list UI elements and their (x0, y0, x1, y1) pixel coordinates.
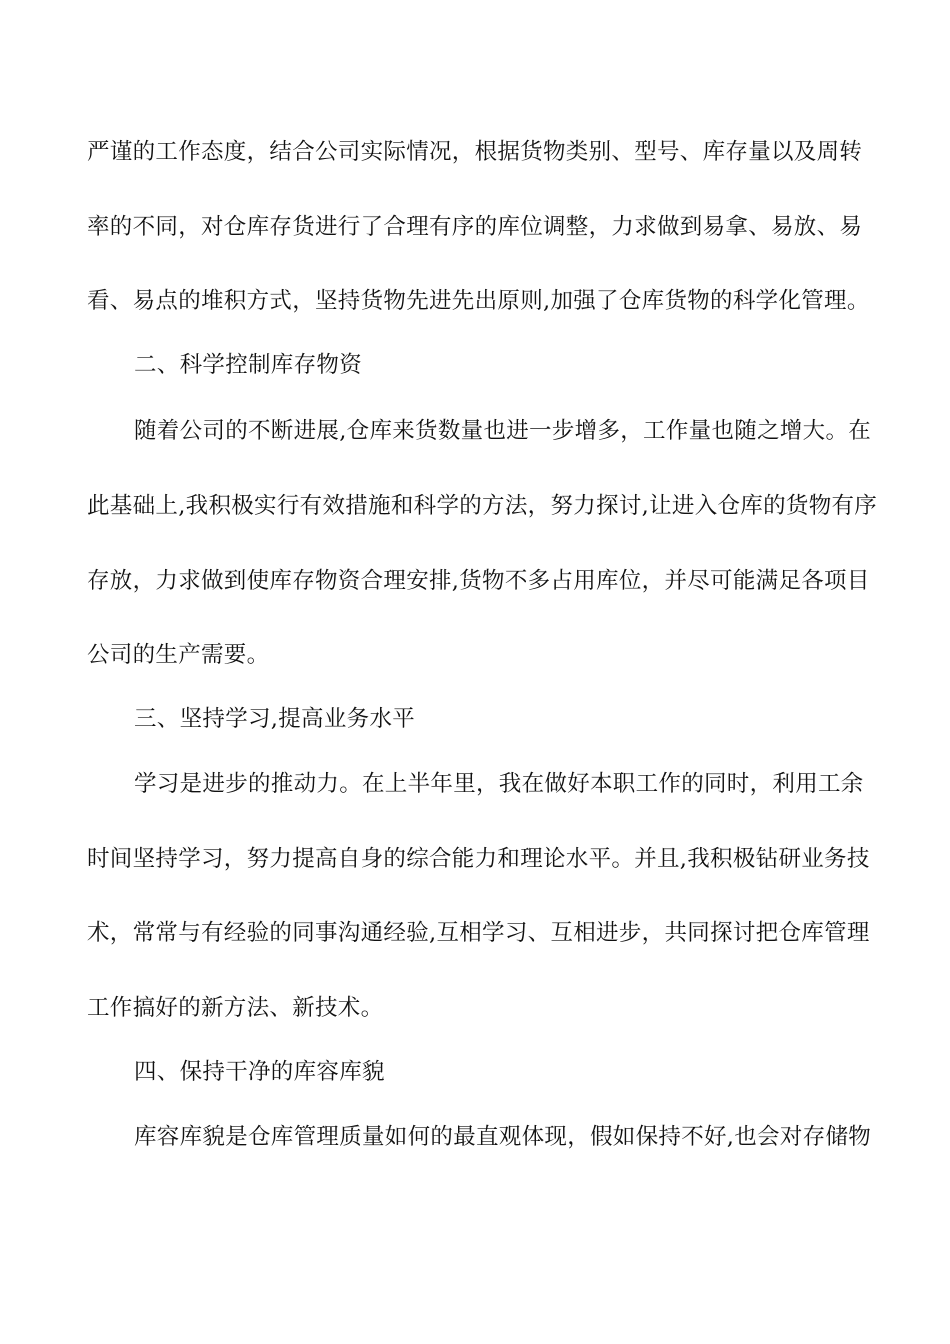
paragraph-line: 库容库貌是仓库管理质量如何的最直观体现，假如保持不好,也会对存储物 (134, 1124, 872, 1150)
paragraph-line: 学习是进步的推动力。在上半年里，我在做好本职工作的同时，利用工余 (134, 771, 864, 797)
paragraph-line: 术，常常与有经验的同事沟通经验,互相学习、互相进步，共同探讨把仓库管理 (87, 920, 870, 946)
paragraph-line: 随着公司的不断进展,仓库来货数量也进一步增多，工作量也随之增大。在 (134, 418, 872, 444)
paragraph-line: 时间坚持学习，努力提高自身的综合能力和理论水平。并且,我积极钻研业务技 (87, 846, 870, 872)
section-heading: 四、保持干净的库容库貌 (134, 1059, 385, 1085)
paragraph-line: 公司的生产需要。 (87, 642, 270, 668)
paragraph-line: 严谨的工作态度，结合公司实际情况，根据货物类别、型号、库存量以及周转 (87, 139, 863, 165)
paragraph-line: 存放，力求做到使库存物资合理安排,货物不多占用库位，并尽可能满足各项目 (87, 568, 870, 594)
paragraph-line: 率的不同，对仓库存货进行了合理有序的库位调整，力求做到易拿、易放、易 (87, 214, 863, 240)
section-heading: 三、坚持学习,提高业务水平 (134, 706, 416, 732)
paragraph-line: 工作搞好的新方法、新技术。 (87, 995, 384, 1021)
paragraph-line: 此基础上,我积极实行有效措施和科学的方法，努力探讨,让进入仓库的货物有序 (87, 493, 878, 519)
section-heading: 二、科学控制库存物资 (134, 352, 363, 378)
paragraph-line: 看、易点的堆积方式，坚持货物先进先出原则,加强了仓库货物的科学化管理。 (87, 288, 870, 314)
